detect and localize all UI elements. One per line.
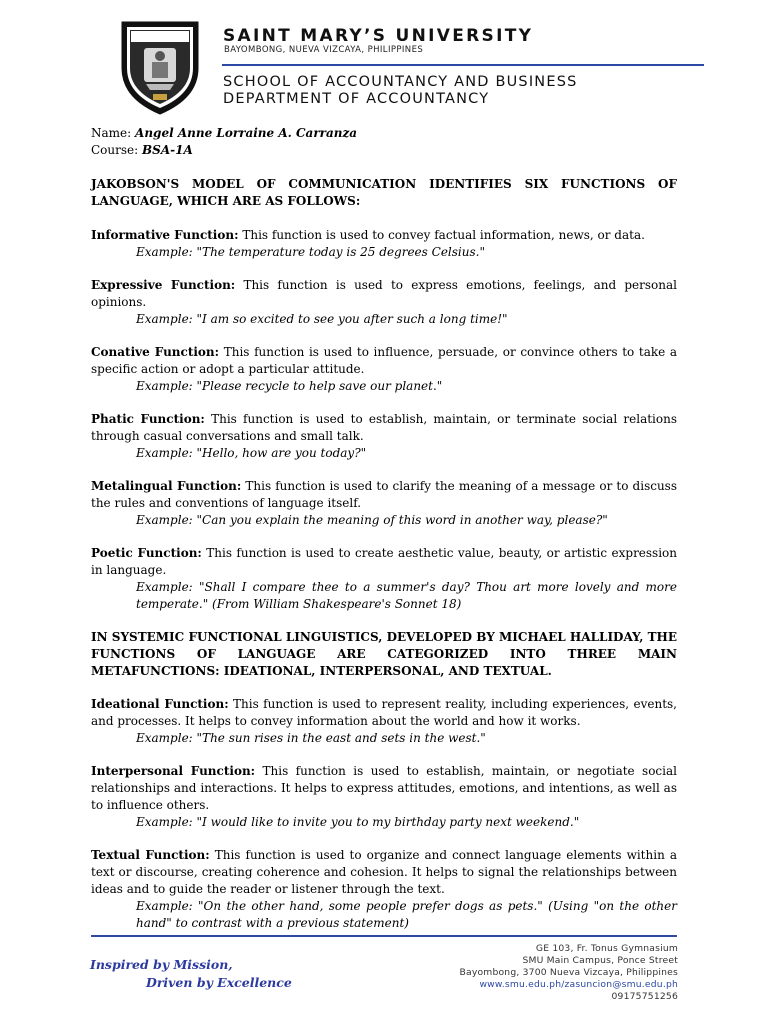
function-item-expressive: [91, 277, 677, 328]
school-name: SCHOOL OF ACCOUNTANCY AND BUSINESS: [223, 74, 578, 90]
tagline-line-2: Driven by Excellence: [146, 975, 292, 990]
footer-website-email-link[interactable]: www.smu.edu.ph/zasuncion@smu.edu.ph: [479, 979, 678, 990]
function-title: Interpersonal Function:: [91, 764, 256, 778]
function-item-conative: [91, 344, 677, 395]
student-course: BSA-1A: [142, 143, 193, 157]
function-item-ideational: [91, 696, 677, 747]
function-description: This function is used to establish, maintain, or terminate social relations through casual conversations and small talk.: [91, 412, 677, 443]
function-title: Informative Function:: [91, 228, 239, 242]
name-label: Name:: [91, 126, 132, 140]
jakobson-functions-list: [91, 227, 677, 613]
footer-address-city: Bayombong, 3700 Nueva Vizcaya, Philippines: [459, 967, 678, 978]
course-label: Course:: [91, 143, 139, 157]
function-item-textual: [91, 847, 677, 932]
function-item-informative: [91, 227, 677, 261]
function-item-interpersonal: [91, 763, 677, 831]
function-title: Metalingual Function:: [91, 479, 242, 493]
function-description: This function is used to convey factual information, news, or data.: [238, 228, 645, 242]
department-name: DEPARTMENT OF ACCOUNTANCY: [223, 91, 490, 107]
function-example: Example: "On the other hand, some people prefer dogs as pets." (Using "on the other hand" to contrast with a previous statement): [136, 899, 677, 930]
function-example: Example: "Hello, how are you today?": [136, 446, 367, 460]
footer-address-campus: SMU Main Campus, Ponce Street: [522, 955, 678, 966]
function-description: This function is used to express emotions, feelings, and personal opinions.: [91, 278, 677, 309]
function-title: Conative Function:: [91, 345, 220, 359]
function-description: This function is used to influence, persuade, or convince others to take a specific action or adopt a particular attitude.: [91, 345, 678, 376]
function-example: Example: "The sun rises in the east and sets in the west.": [136, 731, 486, 745]
function-description: This function is used to establish, maintain, or negotiate social relationships and interactions. It helps to express attitudes, emotions, and intentions, as well as to influence others.: [91, 764, 677, 812]
university-name: SAINT MARY’S UNIVERSITY: [223, 26, 534, 46]
section-heading-jakobson: JAKOBSON'S MODEL OF COMMUNICATION IDENTIFIES SIX FUNCTIONS OF LANGUAGE, WHICH ARE AS FOLLOWS:: [91, 177, 677, 208]
section-heading-halliday: IN SYSTEMIC FUNCTIONAL LINGUISTICS, DEVELOPED BY MICHAEL HALLIDAY, THE FUNCTIONS OF LANGUAGE ARE CATEGORIZED INTO THREE MAIN METAFUNCTIONS: IDEATIONAL, INTERPERSONAL, AND TEXTUAL.: [91, 630, 677, 678]
function-description: This function is used to organize and connect language elements within a text or discourse, creating coherence and cohesion. It helps to signal the relationships between ideas and to guide the reader or listener through the text.: [91, 848, 677, 896]
function-example: Example: "Shall I compare thee to a summer's day? Thou art more lovely and more temperate." (From William Shakespeare's Sonnet 18): [136, 580, 677, 611]
function-item-metalingual: [91, 478, 677, 529]
name-line: [91, 125, 677, 142]
function-example: Example: "Please recycle to help save our planet.": [136, 379, 443, 393]
tagline-line-1: Inspired by Mission,: [90, 957, 233, 972]
university-seal-logo: [118, 16, 202, 116]
halliday-metafunctions-list: [91, 696, 677, 932]
function-description: This function is used to clarify the meaning of a message or to discuss the rules and conventions of language itself.: [91, 479, 678, 510]
function-item-poetic: [91, 545, 677, 613]
function-example: Example: "Can you explain the meaning of this word in another way, please?": [136, 513, 608, 527]
footer-phone: 09175751256: [611, 991, 678, 1002]
student-name: Angel Anne Lorraine A. Carranza: [135, 126, 358, 140]
function-example: Example: "I would like to invite you to my birthday party next weekend.": [136, 815, 580, 829]
course-line: [91, 142, 677, 159]
footer-divider: [91, 935, 677, 937]
function-example: Example: "The temperature today is 25 degrees Celsius.": [136, 245, 485, 259]
university-address: BAYOMBONG, NUEVA VIZCAYA, PHILIPPINES: [224, 45, 424, 55]
header-divider: [222, 64, 704, 66]
function-title: Textual Function:: [91, 848, 210, 862]
function-item-phatic: [91, 411, 677, 462]
function-title: Phatic Function:: [91, 412, 205, 426]
document-body: [91, 125, 677, 932]
function-description: This function is used to create aesthetic value, beauty, or artistic expression in language.: [91, 546, 678, 577]
function-title: Ideational Function:: [91, 697, 229, 711]
function-title: Expressive Function:: [91, 278, 236, 292]
function-title: Poetic Function:: [91, 546, 202, 560]
function-example: Example: "I am so excited to see you after such a long time!": [136, 312, 508, 326]
footer-address-office: GE 103, Fr. Tonus Gymnasium: [535, 943, 678, 954]
function-description: This function is used to represent reality, including experiences, events, and processes. It helps to convey information about the world and how it works.: [91, 697, 677, 728]
